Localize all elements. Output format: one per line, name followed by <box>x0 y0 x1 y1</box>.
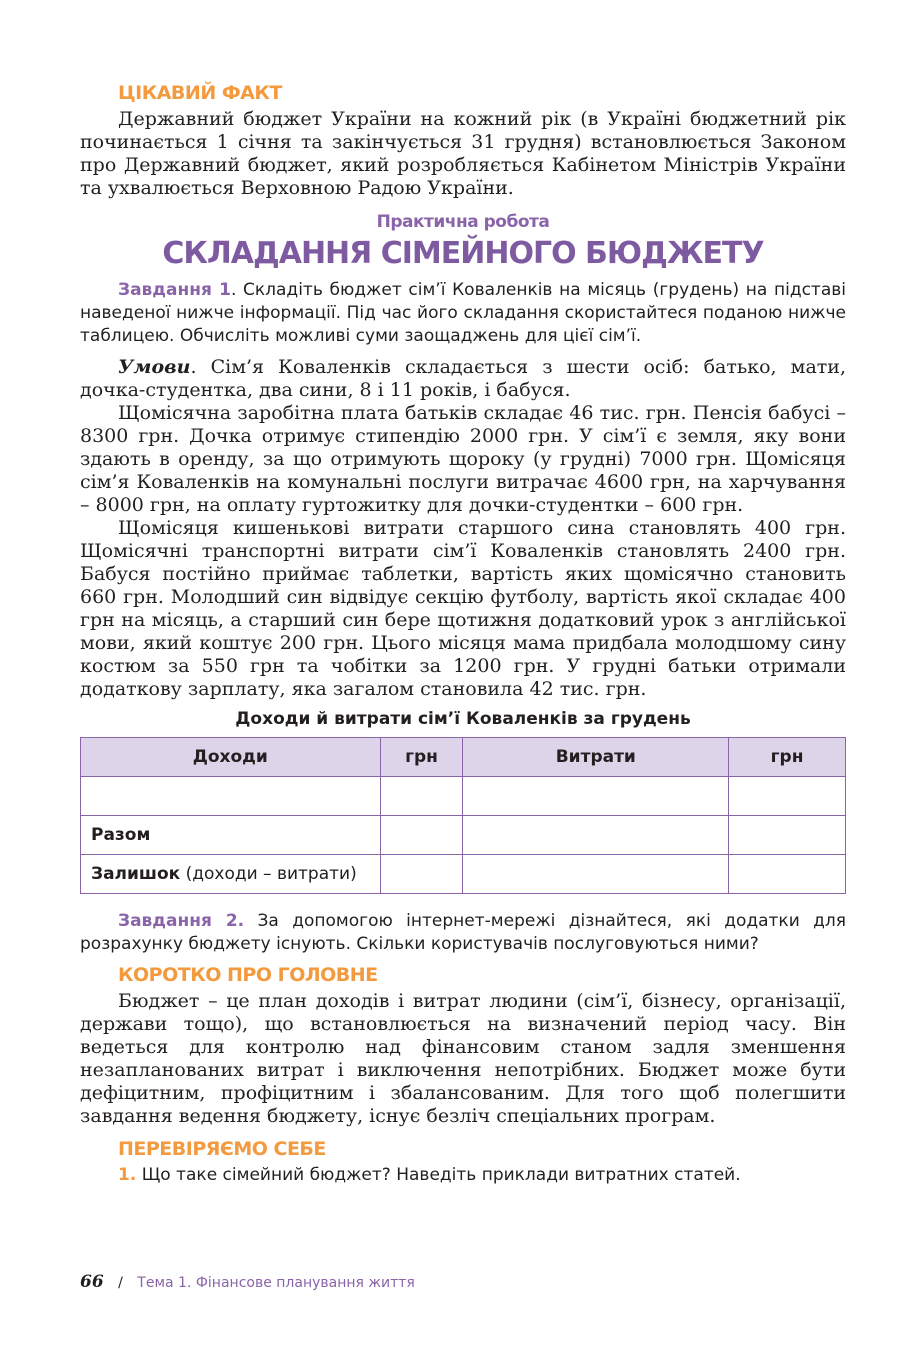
task1-paragraph <box>80 279 846 348</box>
check-question-1 <box>80 1164 846 1187</box>
practical-label: Практична робота <box>376 212 550 232</box>
table-header-row <box>81 738 846 777</box>
page-content <box>80 82 846 1187</box>
table-row <box>81 777 846 816</box>
summary-heading: КОРОТКО ПРО ГОЛОВНЕ <box>118 964 378 986</box>
task2-text: За допомогою інтернет-мережі дізнайтеся, які додатки для розрахунку бюджету існують. Скільки користувачів послуговуються ними? <box>80 911 846 954</box>
footer-separator: / <box>118 1275 123 1291</box>
conditions-label: Умови <box>118 356 191 378</box>
table-cell[interactable] <box>463 816 729 855</box>
table-title: Доходи й витрати сім’ї Коваленків за грудень <box>235 709 691 729</box>
check-heading: ПЕРЕВІРЯЄМО СЕБЕ <box>118 1138 326 1160</box>
table-cell[interactable] <box>463 777 729 816</box>
fact-text: Державний бюджет України на кожний рік (в Україні бюджетний рік починається 1 січня та закінчується 31 грудня) встановлюється Законом про Державний бюджет, який розробляється Кабінетом Міністрів України та ухвалюється Верховною Радою України. <box>80 108 846 199</box>
table-cell[interactable] <box>380 777 463 816</box>
table-cell[interactable] <box>729 855 846 894</box>
summary-text: Бюджет – це план доходів і витрат людини (сім’ї, бізнесу, організації, держави тощо), що встановлюється на визначений період часу. Він ведеться для контролю над фінансовим станом задля зменшення незапланованих витрат і виключення непотрібних. Бюджет може бути дефіцитним, профіцитним і збалансованим. Для того щоб полегшити завдання ведення бюджету, існує безліч спеціальних програм. <box>80 990 846 1127</box>
table-row-balance <box>81 855 846 894</box>
table-cell[interactable] <box>380 855 463 894</box>
balance-label: Залишок <box>91 864 181 884</box>
q1-number: 1. <box>118 1165 137 1185</box>
header-expenses-uah: грн <box>729 738 846 777</box>
task1-text: . Складіть бюджет сім’ї Коваленків на місяць (грудень) на підставі наведеної нижче інформації. Під час його складання скористайтеся поданою нижче таблицею. Обчисліть можливі суми заощаджень для цієї сім’ї. <box>80 280 846 346</box>
q1-text: Що таке сімейний бюджет? Наведіть приклади витратних статей. <box>136 1165 741 1185</box>
conditions-paragraph <box>80 356 846 402</box>
table-cell[interactable] <box>380 816 463 855</box>
table-cell[interactable] <box>729 816 846 855</box>
table-cell[interactable] <box>463 855 729 894</box>
conditions-p3: Щомісяця кишенькові витрати старшого сина становлять 400 грн. Щомісячні транспортні витрати сім’ї Коваленків становлять 2400 грн. Бабуся постійно приймає таблетки, вартість яких щомісячно становить 660 грн. Молодший син відвідує секцію футболу, вартість якої складає 400 грн на місяць, а старший син бере щотижня додатковий урок з англійської мови, який коштує 200 грн. Цього місяця мама придбала молодшому сину костюм за 550 грн та чобітки за 1200 грн. У грудні батьки отримали додаткову зарплату, яка загалом становила 42 тис. грн. <box>80 517 846 700</box>
table-cell[interactable] <box>729 777 846 816</box>
footer-topic: Тема 1. Фінансове планування життя <box>137 1275 415 1291</box>
table-cell[interactable] <box>81 777 381 816</box>
page-footer <box>80 1272 415 1292</box>
total-label: Разом <box>81 816 381 855</box>
task1-label: Завдання 1 <box>118 280 231 300</box>
page-number: 66 <box>80 1272 104 1292</box>
header-expenses: Витрати <box>463 738 729 777</box>
balance-cell <box>81 855 381 894</box>
conditions-p2: Щомісячна заробітна плата батьків складає 46 тис. грн. Пенсія бабусі – 8300 грн. Дочка отримує стипендію 2000 грн. У сім’ї є земля, яку вони здають в оренду, за що отримують щороку (у грудні) 7000 грн. Щомісяця сім’я Коваленків на комунальні послуги витрачає 4600 грн, на харчування – 8000 грн, на оплату гуртожитку для дочки-студентки – 600 грн. <box>80 402 846 516</box>
header-income-uah: грн <box>380 738 463 777</box>
fact-heading: ЦІКАВИЙ ФАКТ <box>118 82 282 104</box>
table-row-total <box>81 816 846 855</box>
budget-table <box>80 737 846 894</box>
conditions-text: . Сім’я Коваленків складається з шести осіб: батько, мати, дочка-студентка, два сини, 8 і 11 років, і бабуся. <box>80 356 846 401</box>
practical-title: СКЛАДАННЯ СІМЕЙНОГО БЮДЖЕТУ <box>162 236 764 271</box>
task2-label: Завдання 2. <box>118 911 245 931</box>
balance-note: (доходи – витрати) <box>180 864 357 884</box>
task2-paragraph <box>80 910 846 956</box>
header-income: Доходи <box>81 738 381 777</box>
